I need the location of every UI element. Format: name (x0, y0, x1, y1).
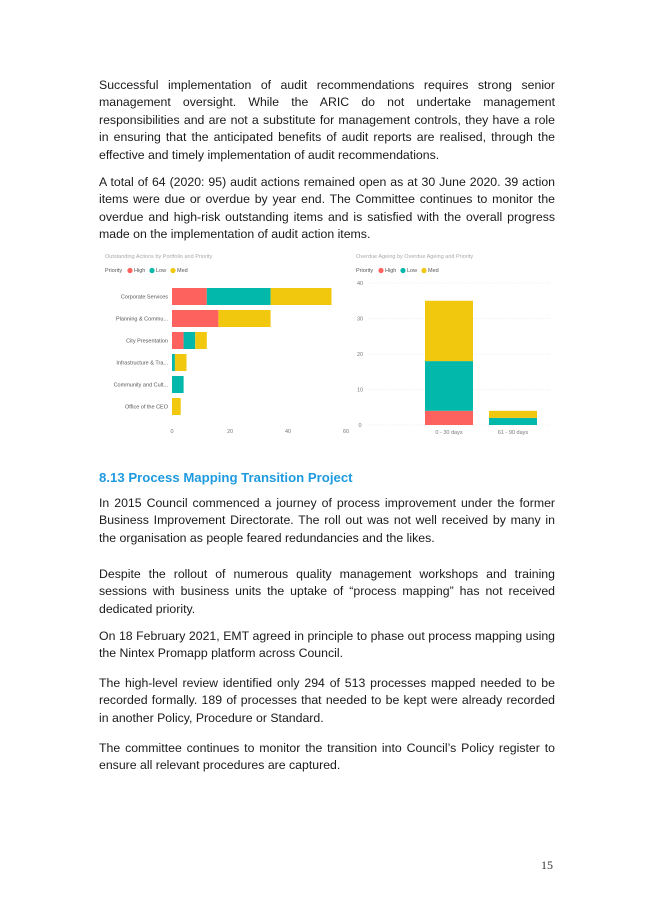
category-label: Community and Cult... (113, 382, 168, 389)
paragraph-review: The high-level review identified only 294 of 513 processes mapped needed to be recorded formally. 189 of processes that needed to be kept were already recorded in another Policy, Procedure or Standard. (99, 676, 555, 725)
outstanding-actions-chart (99, 252, 354, 442)
bar-segment-high (172, 288, 207, 305)
legend-label-high: High (134, 268, 146, 274)
paragraph-committee-monitoring: The committee continues to monitor the transition into Council’s Policy register to ensure all relevant procedures are captured. (99, 741, 555, 773)
bar-segment-high (172, 332, 184, 349)
bar-segment-high (425, 411, 473, 425)
y-tick-label: 0 (358, 423, 362, 429)
bar-segment-med (218, 310, 270, 327)
bar-segment-med (271, 288, 332, 305)
legend-swatch-high (127, 268, 132, 273)
legend-label-high: High (385, 268, 397, 274)
bar-segment-med (195, 332, 207, 349)
bar-segment-low (425, 361, 473, 411)
bar-segment-low (207, 288, 271, 305)
paragraph-audit-oversight: Successful implementation of audit recommendations requires strong senior management oversight. While the ARIC do not undertake management responsibilities and are not a substitute for management controls, they have a role in ensuring that the anticipated benefits of audit reports are realised, through the effective and timely implementation of audit recommendations. (99, 78, 555, 162)
y-tick-label: 10 (356, 387, 364, 394)
legend-swatch-med (421, 268, 426, 273)
bar-segment-low (172, 354, 175, 371)
legend-title: Priority (105, 268, 123, 274)
bar-segment-low (489, 418, 537, 425)
bar-segment-med (175, 354, 187, 371)
y-tick-label: 30 (356, 316, 364, 323)
paragraph-open-actions: A total of 64 (2020: 95) audit actions remained open as at 30 June 2020. 39 action items were due or overdue by year end. The Committee continues to monitor the overdue and high-risk outstanding items and is satisfied with the overall progress made on the implementation of audit action items. (99, 175, 555, 242)
paragraph-workshops: Despite the rollout of numerous quality management workshops and training sessions with business units the uptake of “process mapping” has not received dedicated priority. (99, 567, 555, 616)
bar-segment-low (172, 376, 184, 393)
bar-segment-high (172, 310, 218, 327)
category-label: Corporate Services (120, 294, 168, 301)
category-label: Planning & Commu... (116, 316, 168, 323)
bar-segment-med (172, 398, 181, 415)
overdue-ageing-chart (354, 252, 554, 442)
section-heading: 8.13 Process Mapping Transition Project (99, 470, 353, 485)
chart-title: Overdue Ageing by Overdue Ageing and Priority (356, 254, 474, 260)
y-tick-label: 40 (356, 281, 364, 287)
legend-title: Priority (356, 268, 374, 274)
bar-segment-med (425, 301, 473, 361)
category-label: Infrastructure & Tra... (116, 360, 168, 367)
x-tick-label: 60 (342, 429, 350, 435)
x-tick-label: 20 (226, 429, 234, 435)
legend-label-med: Med (428, 268, 439, 274)
legend-swatch-low (149, 268, 154, 273)
x-category-label: 0 - 30 days (435, 430, 463, 436)
legend-label-low: Low (407, 268, 418, 274)
bar-segment-low (184, 332, 196, 349)
x-tick-label: 0 (170, 429, 174, 435)
paragraph-process-improvement: In 2015 Council commenced a journey of process improvement under the former Business Improvement Directorate. The roll out was not well received by many in the organisation as people feared redundancies and the likes. (99, 496, 555, 545)
chart-title: Outstanding Actions by Portfolio and Priority (105, 254, 213, 260)
y-tick-label: 20 (356, 352, 364, 358)
legend-swatch-low (400, 268, 405, 273)
legend-swatch-high (378, 268, 383, 273)
paragraph-emt-decision: On 18 February 2021, EMT agreed in principle to phase out process mapping using the Nintex Promapp platform across Council. (99, 629, 555, 661)
category-label: Office of the CEO (124, 404, 168, 411)
x-tick-label: 40 (284, 429, 292, 435)
legend-label-med: Med (177, 268, 188, 274)
legend-swatch-med (170, 268, 175, 273)
page-number: 15 (541, 858, 553, 872)
category-label: City Presentation (126, 338, 168, 345)
chart-legend (105, 268, 188, 274)
legend-label-low: Low (156, 268, 167, 274)
bar-segment-med (489, 411, 537, 418)
chart-legend (356, 268, 439, 274)
x-category-label: 61 - 90 days (497, 430, 529, 436)
